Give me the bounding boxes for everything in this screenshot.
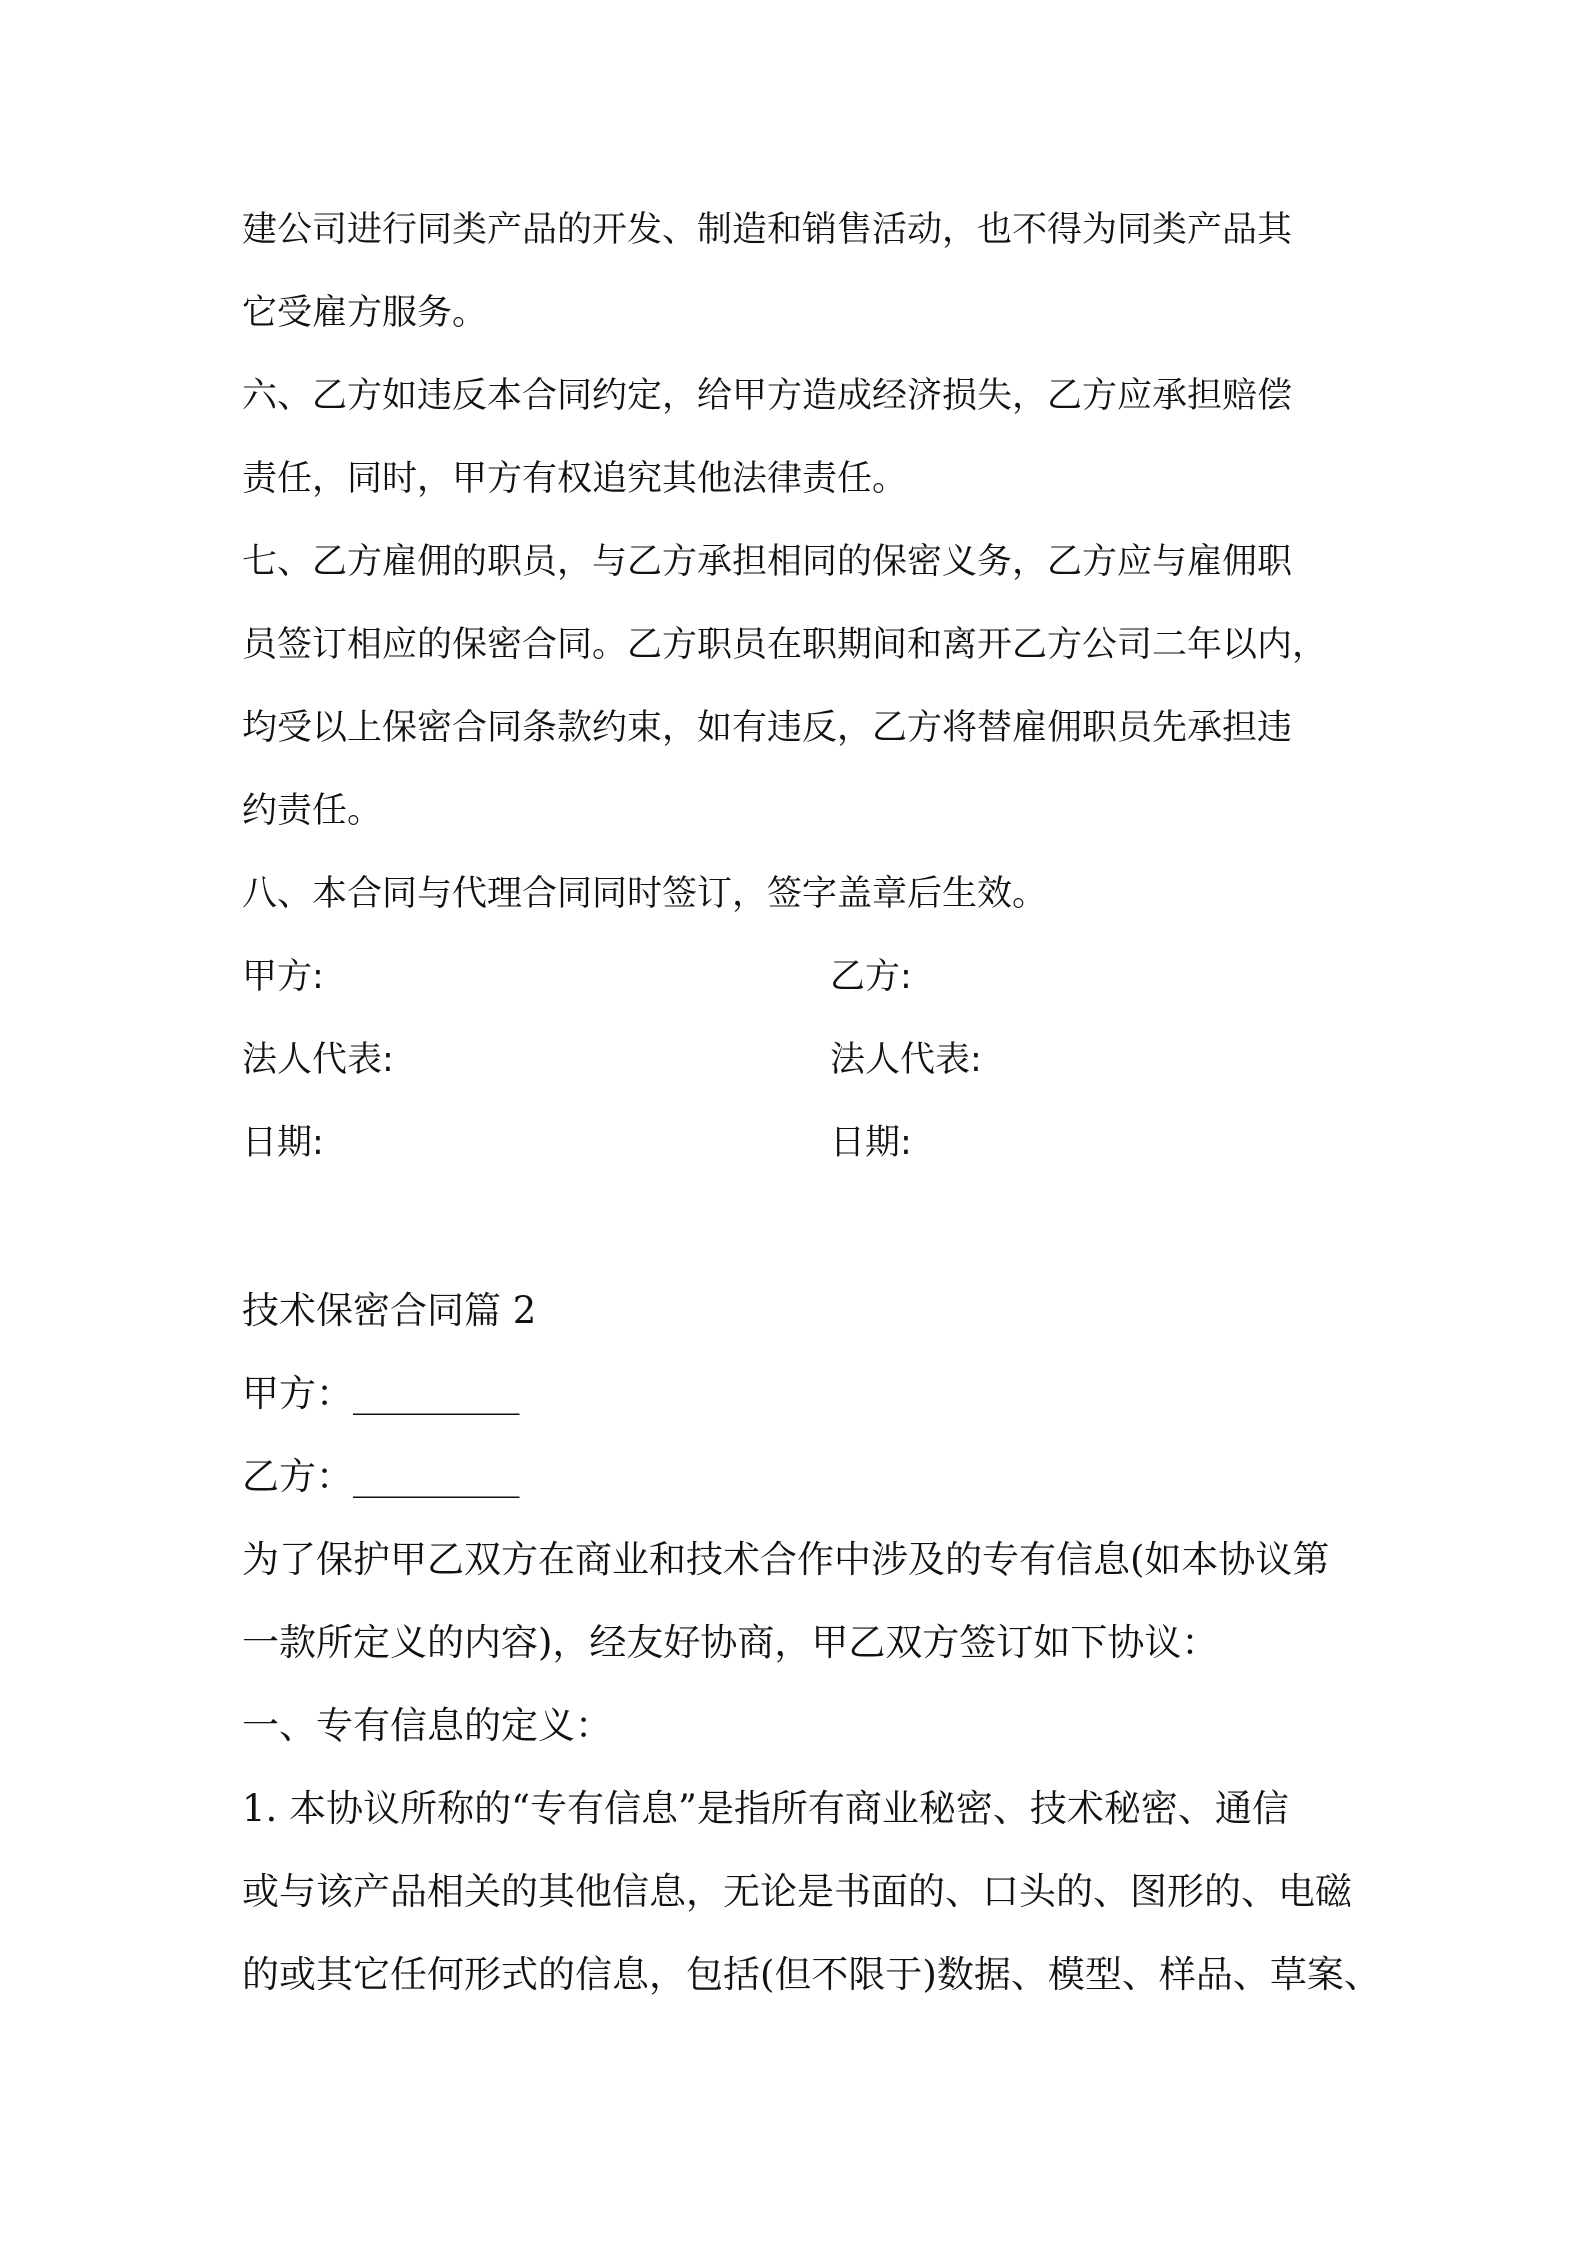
signature-date-a: 日期: — [242, 1123, 324, 1163]
heading-definitions: 一、专有信息的定义： — [242, 1704, 612, 1747]
clause7-line-1: 七、乙方雇佣的职员，与乙方承担相同的保密义务，乙方应与雇佣职 — [242, 542, 1293, 582]
clause5-line-1: 建公司进行同类产品的开发、制造和销售活动，也不得为同类产品其 — [242, 210, 1293, 250]
signature-rep-b: 法人代表: — [830, 1040, 982, 1080]
clause7-line-2: 员签订相应的保密合同。乙方职员在职期间和离开乙方公司二年以内， — [242, 625, 1328, 665]
item1-line-1: 1. 本协议所称的“专有信息”是指所有商业秘密、技术秘密、通信 — [242, 1787, 1289, 1830]
item1-line-2: 或与该产品相关的其他信息，无论是书面的、口头的、图形的、电磁 — [242, 1870, 1352, 1913]
clause7-line-4: 约责任。 — [242, 791, 383, 831]
signature-party-b: 乙方: — [830, 957, 912, 997]
section-two-party-a: 甲方：_________ — [242, 1372, 520, 1415]
signature-rep-a: 法人代表: — [242, 1040, 394, 1080]
preamble-line-2: 一款所定义的内容)，经友好协商，甲乙双方签订如下协议： — [242, 1621, 1219, 1664]
clause7-line-3: 均受以上保密合同条款约束，如有违反，乙方将替雇佣职员先承担违 — [242, 708, 1293, 748]
signature-party-a: 甲方: — [242, 957, 324, 997]
clause8: 八、本合同与代理合同同时签订，签字盖章后生效。 — [242, 874, 1048, 914]
item1-line-3: 的或其它任何形式的信息，包括(但不限于)数据、模型、样品、草案、 — [242, 1953, 1381, 1996]
clause6-line-2: 责任，同时，甲方有权追究其他法律责任。 — [242, 459, 908, 499]
signature-date-b: 日期: — [830, 1123, 912, 1163]
section-two-party-b: 乙方：_________ — [242, 1455, 520, 1498]
preamble-line-1: 为了保护甲乙双方在商业和技术合作中涉及的专有信息(如本协议第 — [242, 1538, 1330, 1581]
section-two-title: 技术保密合同篇 2 — [242, 1289, 537, 1332]
clause5-line-2: 它受雇方服务。 — [242, 293, 488, 333]
clause6-line-1: 六、乙方如违反本合同约定，给甲方造成经济损失，乙方应承担赔偿 — [242, 376, 1293, 416]
